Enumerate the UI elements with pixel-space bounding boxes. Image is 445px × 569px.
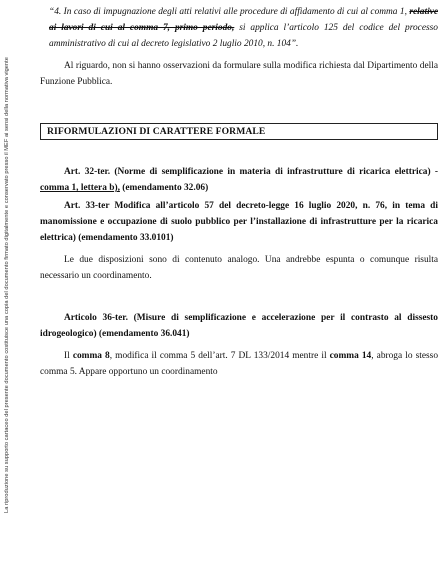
note2-text-3: , abroga lo stesso comma 5. Appare opportuno un coordinamento <box>40 351 439 377</box>
sidebar-legal-note <box>0 0 14 569</box>
section-header <box>40 123 438 140</box>
section-title: RIFORMULAZIONI DI CARATTERE FORMALE <box>47 126 266 137</box>
quoted-provision <box>40 4 438 52</box>
note2-bold-comma-8: comma 8 <box>72 351 110 361</box>
note2-bold-comma-14: comma 14 <box>329 351 372 361</box>
sidebar-note-text: La riproduzione su supporto cartaceo del presente documento costituisce una copia del documento firmato digitalmente e conservato presso il MEF ai sensi della normativa vigente <box>4 56 10 513</box>
art32-underlined-ref: comma 1, lettera b), <box>40 183 120 193</box>
remark-paragraph: Al riguardo, non si hanno osservazioni da formulare sulla modifica richiesta dal Dipartimento della Funzione Pubblica. <box>40 61 438 87</box>
coordination-note-2 <box>40 348 438 380</box>
quote-text-1: “4. In caso di impugnazione degli atti relativi alle procedure di affidamento di cui al comma 1, <box>49 7 410 17</box>
document-page <box>40 4 438 380</box>
art-32-ter-heading <box>40 164 438 196</box>
note2-text-1: Il <box>64 351 73 361</box>
art32-text-1: Art. 32-ter. (Norme di semplificazione in materia di infrastrutture di ricarica elettrica) - <box>64 167 438 177</box>
art-33-ter-heading: Art. 33-ter Modifica all’articolo 57 del decreto-legge 16 luglio 2020, n. 76, in tema di manomissione e occupazione di suolo pubblico per l’installazione di infrastrutture per la ricarica elettrica) (emendamento 33.0101) <box>40 201 438 243</box>
coordination-note-1: Le due disposizioni sono di contenuto analogo. Una andrebbe espunta o comunque risulta necessario un coordinamento. <box>40 255 438 281</box>
quote-struck-text: relative ai lavori di cui al comma 7, primo periodo, <box>49 7 438 33</box>
quote-text-2: si applica l’articolo 125 del codice del processo amministrativo di cui al decreto legislativo 2 luglio 2010, n. 104”. <box>49 23 438 49</box>
art-36-ter-heading: Articolo 36-ter. (Misure di semplificazione e accelerazione per il contrasto al dissesto idrogeologico) (emendamento 36.041) <box>40 313 438 339</box>
art32-text-2: (emendamento 32.06) <box>119 183 209 193</box>
note2-text-2: , modifica il comma 5 dell’art. 7 DL 133/2014 mentre il <box>109 351 330 361</box>
